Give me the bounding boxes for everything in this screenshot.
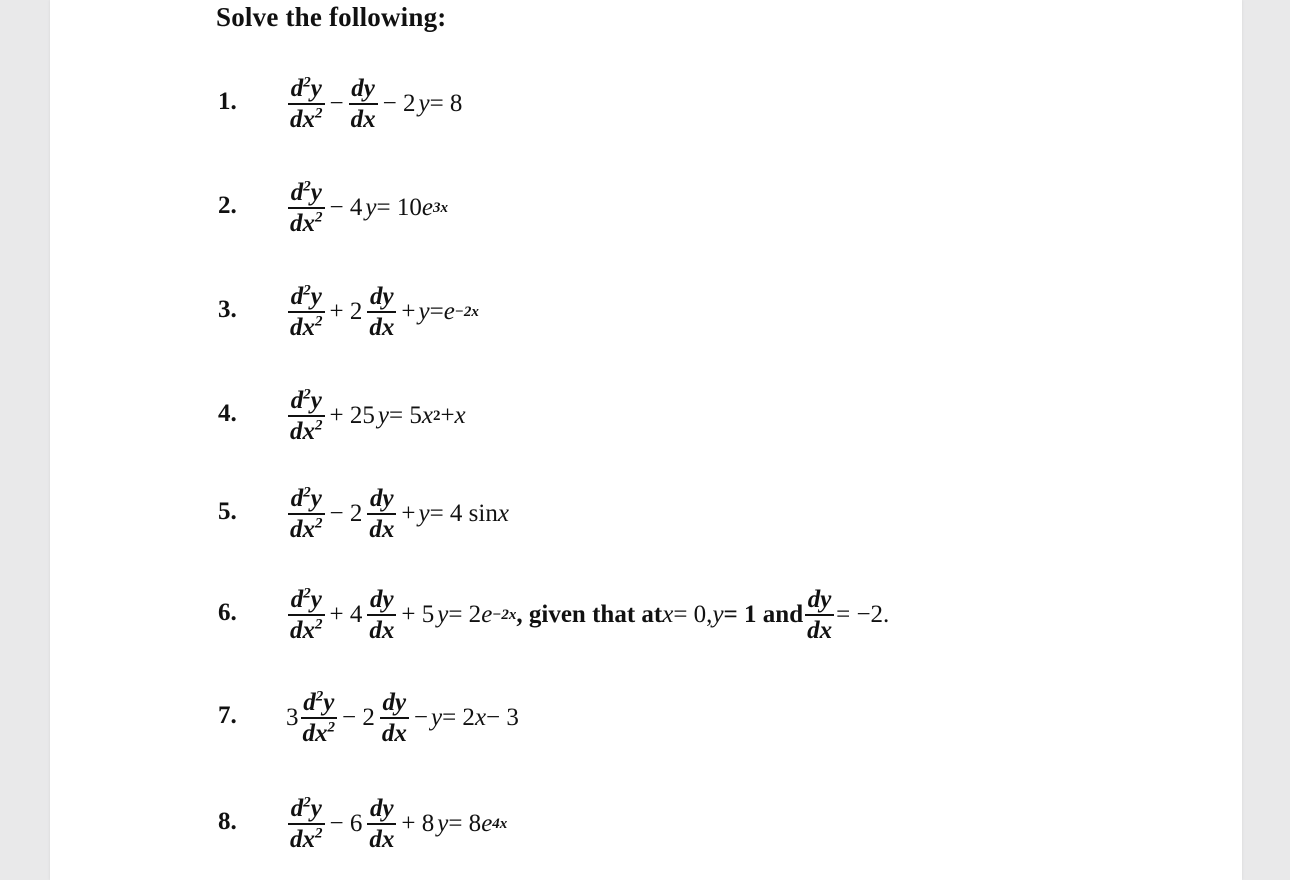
equation: $\frac{d^2y}{dx^2}$ + 2 $\frac{dy}{dx}$ + y = e −2x <box>290 282 479 341</box>
problem-2 <box>0 168 1290 248</box>
problem-8 <box>0 784 1290 864</box>
equation: $\frac{d^2y}{dx^2}$ − 6 $\frac{dy}{dx}$ + 8 y = 8 e 4x <box>290 794 508 853</box>
first-derivative: $\frac{dy}{dx}$ <box>369 586 395 644</box>
equation: $\frac{d^2y}{dx^2}$ + 4 $\frac{dy}{dx}$ + 5 y = 2 e −2x , given that at x = 0, y = 1 and $\frac{dy}{dx}$ = −2. <box>290 585 890 644</box>
second-derivative: $\frac{d^2y}{dx^2}$ <box>290 484 323 543</box>
problem-number: 7. <box>218 702 237 729</box>
second-derivative: $\frac{d^2y}{dx^2}$ <box>290 386 323 445</box>
problem-6 <box>0 575 1290 655</box>
problem-number: 8. <box>218 808 237 835</box>
first-derivative: $\frac{dy}{dx}$ <box>369 485 395 543</box>
first-derivative: $\frac{dy}{dx}$ <box>807 586 833 644</box>
second-derivative: $\frac{d^2y}{dx^2}$ <box>290 794 323 853</box>
equation: 3 $\frac{d^2y}{dx^2}$ − 2 $\frac{dy}{dx}$ − y = 2 x − 3 <box>286 688 519 747</box>
problem-number: 2. <box>218 192 237 219</box>
second-derivative: $\frac{d^2y}{dx^2}$ <box>290 178 323 237</box>
problem-number: 3. <box>218 296 237 323</box>
equation: $\frac{d^2y}{dx^2}$ − 4 y = 10 e 3x <box>290 178 448 237</box>
second-derivative: $\frac{d^2y}{dx^2}$ <box>290 282 323 341</box>
problem-number: 4. <box>218 400 237 427</box>
second-derivative: $\frac{d^2y}{dx^2}$ <box>302 688 335 747</box>
problem-number: 5. <box>218 498 237 525</box>
first-derivative: $\frac{dy}{dx}$ <box>369 283 395 341</box>
problem-3 <box>0 272 1290 352</box>
first-derivative: $\frac{dy}{dx}$ <box>381 689 407 747</box>
equation: $\frac{d^2y}{dx^2}$ + 25 y = 5 x 2 + x <box>290 386 466 445</box>
equation: $\frac{d^2y}{dx^2}$ − 2 $\frac{dy}{dx}$ + y = 4 sin x <box>290 484 509 543</box>
problem-7 <box>0 678 1290 758</box>
problem-number: 6. <box>218 599 237 626</box>
first-derivative: $\frac{dy}{dx}$ <box>350 75 376 133</box>
equation: $\frac{d^2y}{dx^2}$ − $\frac{dy}{dx}$ − 2 y = 8 <box>290 74 463 133</box>
problem-4 <box>0 376 1290 456</box>
problem-1 <box>0 64 1290 144</box>
problem-5 <box>0 474 1290 554</box>
problem-number: 1. <box>218 88 237 115</box>
second-derivative: $\frac{d^2y}{dx^2}$ <box>290 585 323 644</box>
page-title: Solve the following: <box>216 2 447 32</box>
second-derivative: $\frac{d^2y}{dx^2}$ <box>290 74 323 133</box>
first-derivative: $\frac{dy}{dx}$ <box>369 795 395 853</box>
